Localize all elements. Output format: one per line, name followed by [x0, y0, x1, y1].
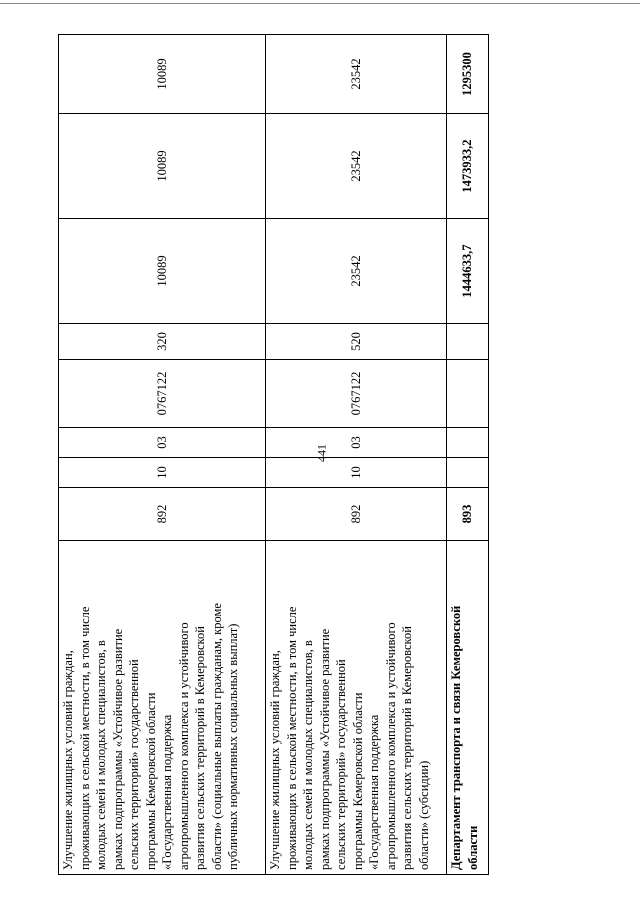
subsection-code: 03 — [59, 428, 266, 458]
table-row — [266, 35, 447, 875]
section-code — [447, 458, 489, 488]
budget-table — [58, 34, 489, 875]
table-row — [447, 35, 489, 875]
top-rule — [0, 3, 640, 4]
amount-year-3: 10089 — [59, 35, 266, 114]
budget-table-container — [58, 35, 488, 875]
expense-type-code — [447, 324, 489, 360]
amount-year-1: 23542 — [266, 219, 447, 324]
dept-code: 892 — [266, 488, 447, 541]
amount-year-2: 1473933,2 — [447, 114, 489, 219]
target-code: 0767122 — [266, 360, 447, 428]
row-description: Улучшение жилищных условий граждан, проживающих в сельской местности, в том числе молодых семей и молодых специалистов, в рамках подпрограммы «Устойчивое развитие сельских территорий» государственной программы Кемеровской области «Государственная поддержка агропромышленного комплекса и устойчивого развития сельских территорий в Кемеровской области» (субсидии) — [266, 541, 447, 875]
amount-year-1: 10089 — [59, 219, 266, 324]
expense-type-code: 520 — [266, 324, 447, 360]
amount-year-3: 23542 — [266, 35, 447, 114]
target-code: 0767122 — [59, 360, 266, 428]
row-description: Улучшение жилищных условий граждан, проживающих в сельской местности, в том числе молодых семей и молодых специалистов, в рамках подпрограммы «Устойчивое развитие сельских территорий» государственной программы Кемеровской области «Государственная поддержка агропромышленного комплекса и устойчивого развития сельских территорий в Кемеровской области» (социальные выплаты гражданам, кроме публичных нормативных социальных выплат) — [59, 541, 266, 875]
subsection-code — [447, 428, 489, 458]
rotated-table — [58, 35, 488, 875]
amount-year-1: 1444633,7 — [447, 219, 489, 324]
amount-year-2: 23542 — [266, 114, 447, 219]
dept-code: 893 — [447, 488, 489, 541]
amount-year-2: 10089 — [59, 114, 266, 219]
amount-year-3: 1295300 — [447, 35, 489, 114]
target-code — [447, 360, 489, 428]
subsection-code: 03 — [266, 428, 447, 458]
section-code: 10 — [59, 458, 266, 488]
page-number: 441 — [314, 444, 329, 462]
expense-type-code: 320 — [59, 324, 266, 360]
table-row — [59, 35, 266, 875]
row-description: Департамент транспорта и связи Кемеровской области — [447, 541, 489, 875]
section-code: 10 — [266, 458, 447, 488]
dept-code: 892 — [59, 488, 266, 541]
